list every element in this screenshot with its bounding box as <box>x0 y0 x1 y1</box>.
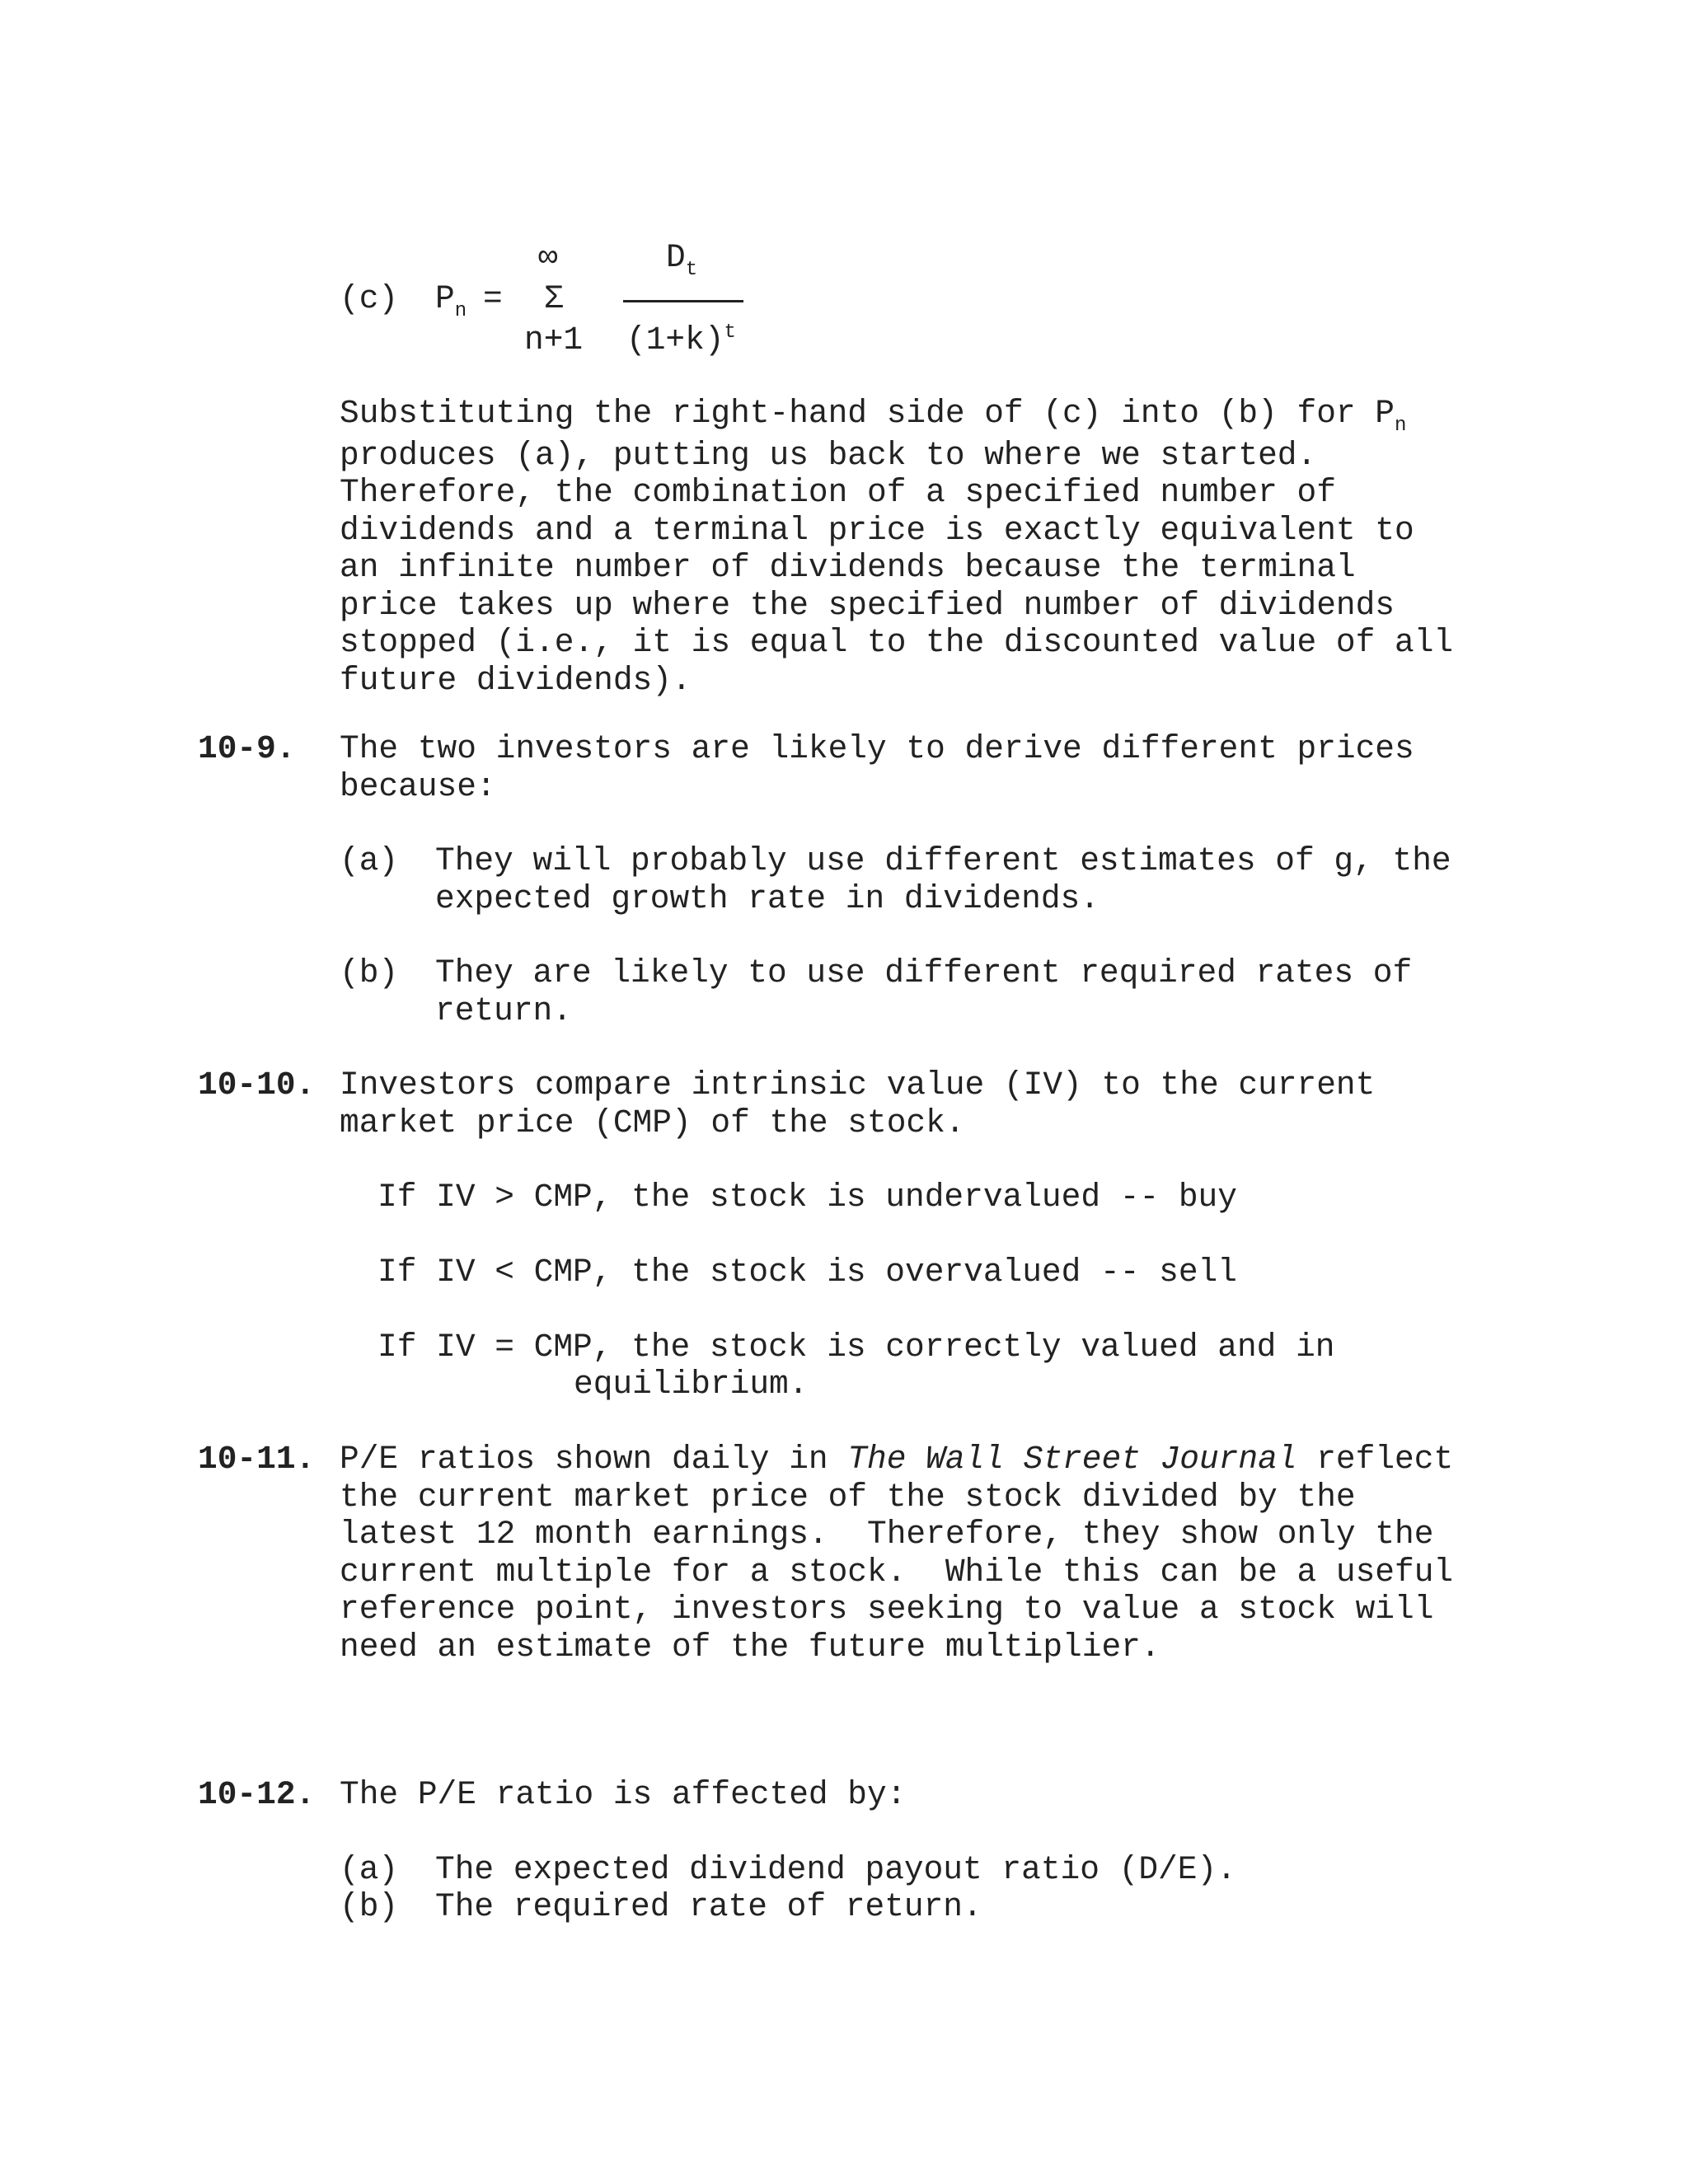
denominator-main: (1+k) <box>626 321 724 359</box>
item-b-text <box>435 954 1622 1029</box>
publication-title: The Wall Street Journal <box>847 1441 1297 1478</box>
item-b-label: (b) <box>340 954 399 991</box>
formula-label: (c) <box>340 280 399 317</box>
paragraph-line: price takes up where the specified number of dividends <box>340 586 1395 624</box>
text-run: P/E ratios shown daily in <box>340 1441 848 1478</box>
text-run: reflect <box>1296 1441 1454 1478</box>
numerator-main: D <box>666 239 686 276</box>
question-number: 10-9. <box>198 730 296 767</box>
item-a-text: The expected dividend payout ratio (D/E). <box>435 1851 1236 1888</box>
numerator-sub: t <box>685 259 698 281</box>
question-text <box>340 730 1526 805</box>
rule-correctly-valued: If IV = CMP, the stock is correctly valued and in <box>377 1329 1335 1366</box>
rule-undervalued: If IV > CMP, the stock is undervalued -- buy <box>377 1179 1237 1216</box>
rule-overvalued: If IV < CMP, the stock is overvalued -- sell <box>377 1254 1237 1291</box>
sum-symbol: Σ <box>544 280 564 317</box>
formula-denominator <box>626 321 736 363</box>
sum-lower-limit: n+1 <box>524 321 584 359</box>
formula-lhs <box>435 280 467 322</box>
formula-lhs-sub: n <box>454 300 467 322</box>
question-number: 10-11. <box>198 1441 316 1478</box>
question-line: The two investors are likely to derive different prices <box>340 730 1414 767</box>
item-b-label: (b) <box>340 1888 399 1925</box>
item-line: return. <box>435 991 572 1029</box>
paragraph-line: Therefore, the combination of a specified number of <box>340 474 1336 511</box>
paragraph-line: dividends and a terminal price is exactly equivalent to <box>340 511 1414 549</box>
formula-equals: = <box>483 280 503 317</box>
denominator-sup: t <box>724 321 736 344</box>
question-line: the current market price of the stock divided by the <box>340 1478 1356 1516</box>
rule-correctly-valued-cont: equilibrium. <box>574 1366 809 1403</box>
paragraph-line: produces (a), putting us back to where we started. <box>340 436 1317 474</box>
question-text <box>340 1441 1526 1666</box>
formula-numerator <box>666 239 697 281</box>
item-line: They are likely to use different required rates of <box>435 954 1413 991</box>
question-line: because: <box>340 767 496 805</box>
paragraph-line: stopped (i.e., it is equal to the discounted value of all <box>340 624 1454 661</box>
question-line: current multiple for a stock. While this can be a useful <box>340 1553 1454 1591</box>
question-line: reference point, investors seeking to value a stock will <box>340 1591 1434 1628</box>
item-line: They will probably use different estimates of g, the <box>435 842 1451 879</box>
sum-upper-limit: ∞ <box>538 239 558 276</box>
question-line: market price (CMP) of the stock. <box>340 1104 965 1141</box>
question-line: need an estimate of the future multiplier. <box>340 1628 1160 1666</box>
question-text <box>340 1066 1526 1141</box>
paragraph-line <box>340 395 1526 437</box>
paragraph-line: future dividends). <box>340 661 692 699</box>
item-a-text <box>435 842 1622 917</box>
question-line <box>340 1441 1526 1479</box>
formula-lhs-main: P <box>435 280 455 317</box>
paragraph-c-explanation <box>340 395 1526 699</box>
question-line: latest 12 month earnings. Therefore, they show only the <box>340 1516 1434 1553</box>
item-a-label: (a) <box>340 1851 399 1888</box>
paragraph-line-sub: n <box>1395 415 1407 437</box>
question-number: 10-12. <box>198 1776 316 1813</box>
paragraph-line-text: Substituting the right-hand side of (c) into (b) for P <box>340 395 1395 432</box>
paragraph-line: an infinite number of dividends because the terminal <box>340 549 1356 586</box>
item-b-text: The required rate of return. <box>435 1888 982 1925</box>
question-number: 10-10. <box>198 1066 316 1104</box>
question-line: The P/E ratio is affected by: <box>340 1776 907 1813</box>
fraction-bar <box>623 300 743 302</box>
question-line: Investors compare intrinsic value (IV) to the current <box>340 1066 1376 1104</box>
item-line: expected growth rate in dividends. <box>435 879 1100 917</box>
item-a-label: (a) <box>340 842 399 879</box>
